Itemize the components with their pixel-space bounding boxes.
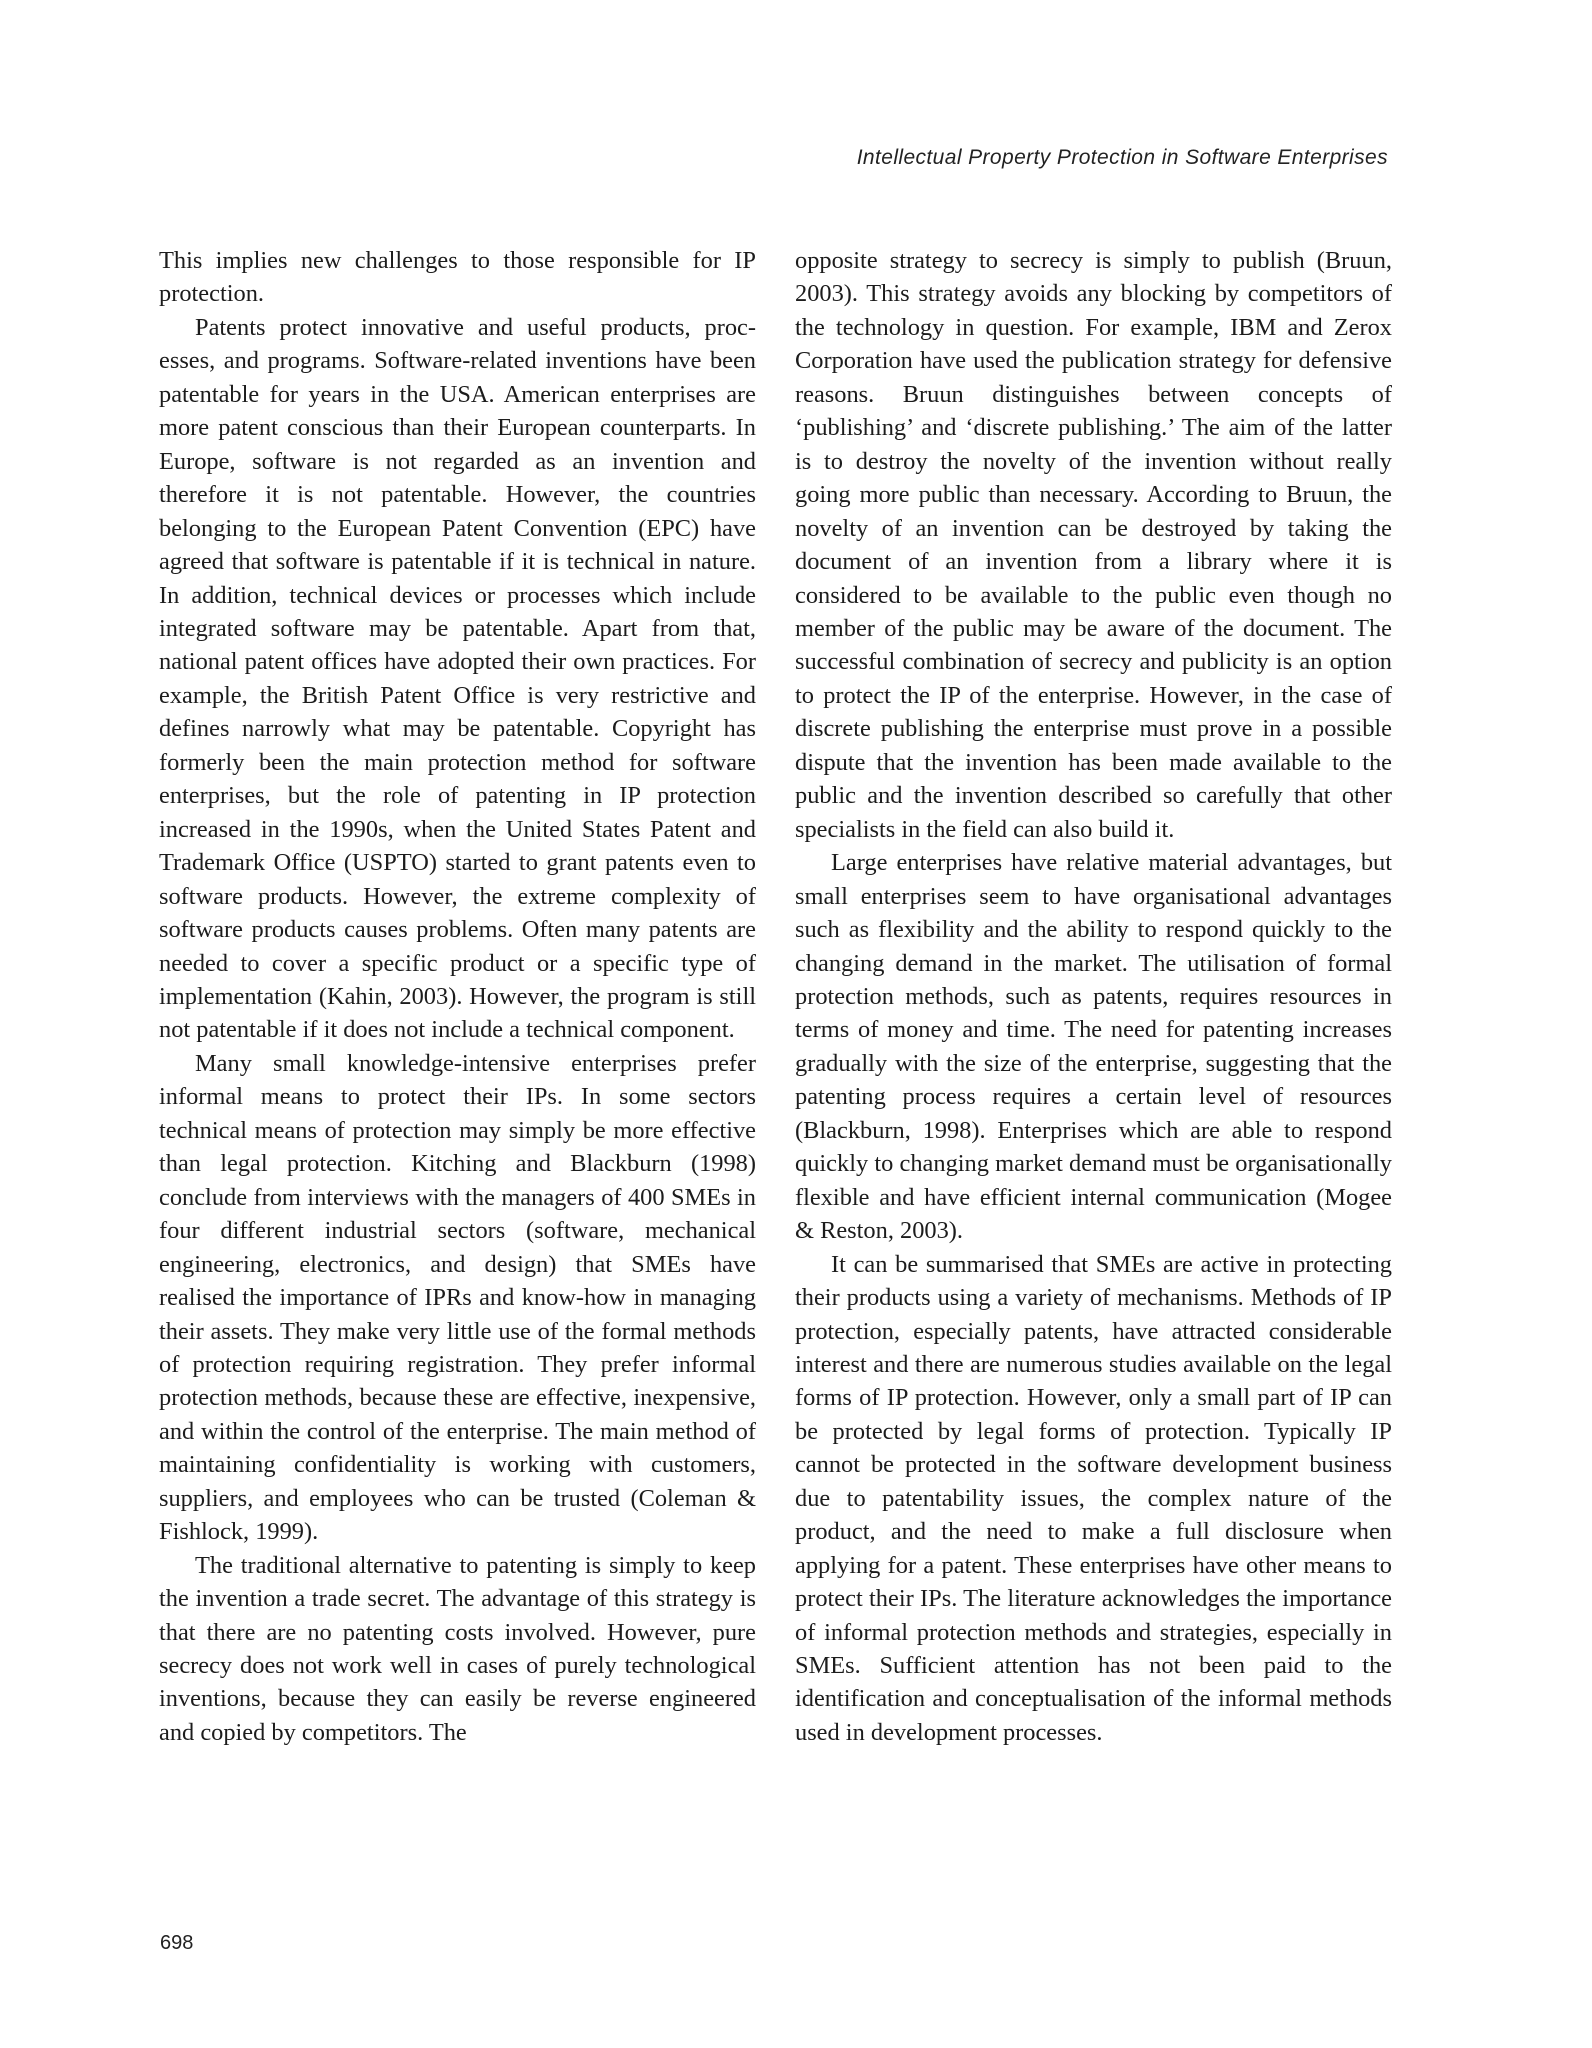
paragraph-continuation: This implies new challenges to those responsible for IP protection. [159,247,756,308]
paragraph-publishing: opposite strategy to secrecy is simply to publish (Bruun, 2003). This strategy avoids any blocking by competitors of the technology in question. For example, IBM and Zerox Corporation have used the publication strategy for defensive reasons. Bruun distinguishes between concepts of ‘publishing’ and ‘discrete publishing.’ The aim of the latter is to destroy the novelty of the invention without really going more public than necessary. According to Bruun, the novelty of an invention can be destroyed by taking the document of an invention from a library where it is considered to be available to the public even though no member of the public may be aware of the document. The successful combination of secrecy and publicity is an option to protect the IP of the enterprise. However, in the case of discrete publishing the enterprise must prove in a possible dispute that the invention has been made available to the public and the invention described so carefully that other specialists in the field can also build it. [795,247,1392,843]
right-column [795,244,1392,1749]
running-head: Intellectual Property Protection in Software Enterprises [856,146,1388,169]
left-column [159,244,756,1749]
paragraph-large-enterprises: Large enterprises have relative material advantages, but small enterprises seem to have organisational advantages such as flexibility and the ability to respond quickly to the changing demand in the market. The utilisation of formal protection methods, such as patents, requires resources in terms of money and time. The need for patenting increases gradually with the size of the enterprise, suggesting that the patenting process requires a certain level of resources (Blackburn, 1998). Enterprises which are able to respond quickly to changing market demand must be organisationally flexible and have efficient internal communication (Mogee & Reston, 2003). [795,849,1392,1245]
paragraph-patents: Patents protect innovative and useful products, processes, and programs. Software-related inventions have been patentable for years in the USA. American enterprises are more patent conscious than their European counterparts. In Europe, software is not regarded as an invention and therefore it is not patentable. However, the countries belonging to the European Patent Convention (EPC) have agreed that software is patentable if it is technical in nature. In addition, technical devices or processes which include integrated software may be patentable. Apart from that, national patent offices have adopted their own practices. For example, the British Patent Office is very restrictive and defines narrowly what may be patentable. Copyright has formerly been the main protection method for software enterprises, but the role of patenting in IP protection increased in the 1990s, when the United States Patent and Trademark Office (USPTO) started to grant patents even to software products. However, the extreme complexity of software products causes problems. Often many patents are needed to cover a specific product or a specific type of implementation (Kahin, 2003). However, the program is still not patentable if it does not include a technical component. [159,313,756,1044]
paragraph-trade-secret: The traditional alternative to patenting is simply to keep the invention a trade secret. The advantage of this strategy is that there are no patenting costs involved. However, pure secrecy does not work well in cases of purely technological inventions, because they can easily be reverse engineered and copied by competitors. The [159,1551,756,1746]
paragraph-informal-means: Many small knowledge-intensive enterprises prefer informal means to protect their IPs. In some sectors technical means of protection may simply be more effective than legal protection. Kitching and Blackburn (1998) conclude from interviews with the managers of 400 SMEs in four different industrial sectors (software, mechanical engineering, electronics, and design) that SMEs have realised the importance of IPRs and know-how in managing their assets. They make very little use of the formal methods of protection requiring registration. They prefer informal protection methods, because these are effective, inexpensive, and within the control of the enterprise. The main method of maintaining confidentiality is working with customers, suppliers, and employees who can be trusted (Coleman & Fishlock, 1999). [159,1049,756,1546]
paragraph-summary: It can be summarised that SMEs are active in protecting their products using a variety of mechanisms. Methods of IP protection, especially patents, have attracted considerable interest and there are numerous studies available on the legal forms of IP protection. However, only a small part of IP can be protected by legal forms of protection. Typically IP cannot be protected in the software development business due to patentability issues, the complex nature of the product, and the need to make a full disclosure when applying for a patent. These enterprises have other means to protect their IPs. The literature acknowledges the importance of informal protection methods and strategies, especially in SMEs. Sufficient attention has not been paid to the identification and conceptualisation of the informal methods used in development processes. [795,1250,1392,1746]
page-number: 698 [160,1932,194,1954]
